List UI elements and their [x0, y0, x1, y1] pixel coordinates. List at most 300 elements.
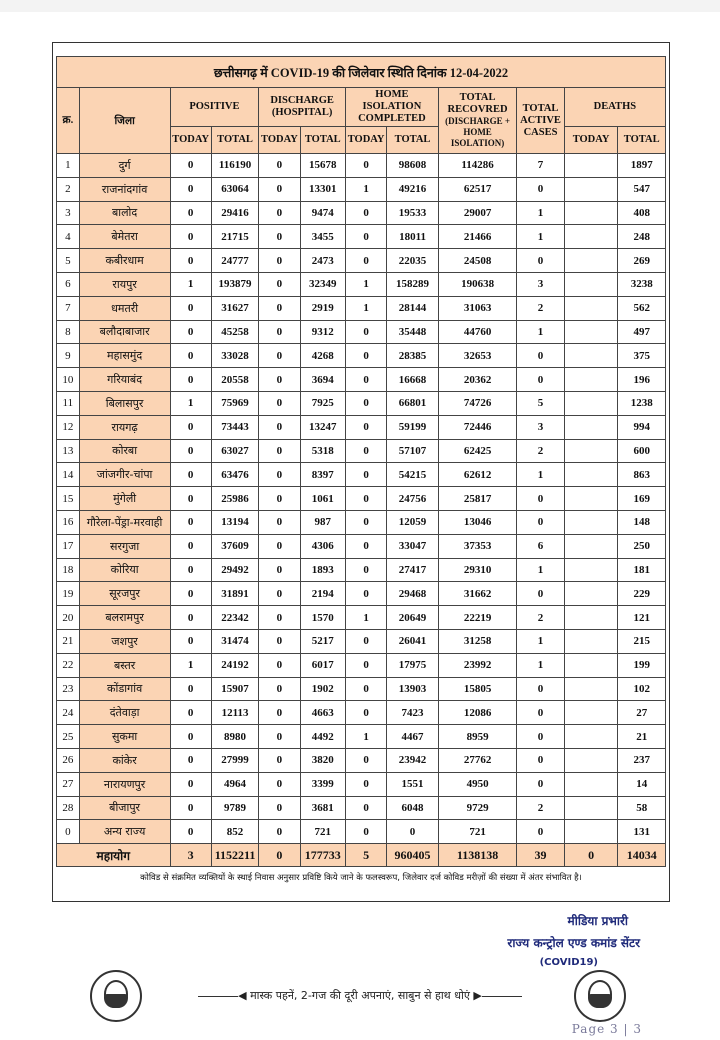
row-discharge-total: 8397: [300, 463, 345, 487]
table-row: [57, 463, 666, 487]
row-home-today: 1: [345, 606, 386, 630]
row-home-total: 16668: [387, 368, 439, 392]
row-deaths-today: [564, 582, 618, 606]
row-positive-total: 8980: [211, 725, 258, 749]
row-district: महासमुंद: [79, 344, 170, 368]
row-positive-today: 0: [170, 225, 211, 249]
row-home-total: 1551: [387, 772, 439, 796]
row-deaths-total: 121: [618, 606, 666, 630]
total-deaths-total: 14034: [618, 844, 666, 867]
row-recovered: 114286: [438, 154, 516, 178]
row-discharge-today: 0: [259, 415, 300, 439]
row-positive-total: 33028: [211, 344, 258, 368]
row-deaths-total: 408: [618, 201, 666, 225]
row-deaths-total: 27: [618, 701, 666, 725]
row-home-today: 0: [345, 487, 386, 511]
table-row: [57, 629, 666, 653]
row-active: 0: [517, 368, 564, 392]
row-district: कबीरधाम: [79, 249, 170, 273]
row-sn: 17: [57, 534, 80, 558]
row-deaths-total: 1897: [618, 154, 666, 178]
row-sn: 18: [57, 558, 80, 582]
table-row: [57, 391, 666, 415]
row-positive-total: 9789: [211, 796, 258, 820]
row-home-total: 158289: [387, 272, 439, 296]
row-positive-today: 0: [170, 344, 211, 368]
row-discharge-today: 0: [259, 368, 300, 392]
total-positive-today: 3: [170, 844, 211, 867]
row-home-today: 1: [345, 296, 386, 320]
row-sn: 13: [57, 439, 80, 463]
row-sn: 24: [57, 701, 80, 725]
table-row: [57, 154, 666, 178]
row-home-total: 13903: [387, 677, 439, 701]
row-positive-today: 0: [170, 154, 211, 178]
table-row: [57, 320, 666, 344]
row-recovered: 4950: [438, 772, 516, 796]
row-sn: 26: [57, 748, 80, 772]
row-deaths-today: [564, 201, 618, 225]
row-district: धमतरी: [79, 296, 170, 320]
row-home-today: 0: [345, 510, 386, 534]
row-positive-today: 0: [170, 439, 211, 463]
row-active: 0: [517, 677, 564, 701]
row-positive-total: 31474: [211, 629, 258, 653]
row-active: 3: [517, 272, 564, 296]
row-discharge-total: 4492: [300, 725, 345, 749]
row-home-total: 26041: [387, 629, 439, 653]
row-discharge-today: 0: [259, 391, 300, 415]
row-positive-total: 73443: [211, 415, 258, 439]
row-deaths-total: 994: [618, 415, 666, 439]
row-positive-today: 0: [170, 701, 211, 725]
slogan-text: मास्क पहनें, 2-गज की दूरी अपनाएं, साबुन से हाथ धोएं: [250, 989, 470, 1002]
row-home-total: 24756: [387, 487, 439, 511]
row-active: 2: [517, 296, 564, 320]
row-home-total: 4467: [387, 725, 439, 749]
masked-woman-icon: [90, 970, 142, 1022]
row-positive-total: 31891: [211, 582, 258, 606]
col-district-header: जिला: [79, 88, 170, 154]
row-recovered: 74726: [438, 391, 516, 415]
table-row: [57, 368, 666, 392]
row-district: अन्य राज्य: [79, 820, 170, 844]
total-active: 39: [517, 844, 564, 867]
row-home-today: 0: [345, 582, 386, 606]
row-discharge-today: 0: [259, 653, 300, 677]
row-discharge-today: 0: [259, 201, 300, 225]
row-positive-total: 37609: [211, 534, 258, 558]
row-district: कांकेर: [79, 748, 170, 772]
row-deaths-total: 600: [618, 439, 666, 463]
row-home-today: 0: [345, 391, 386, 415]
deaths-total-header: TOTAL: [618, 127, 666, 154]
row-positive-today: 1: [170, 391, 211, 415]
row-district: बलरामपुर: [79, 606, 170, 630]
row-discharge-total: 2919: [300, 296, 345, 320]
row-district: बालोद: [79, 201, 170, 225]
row-active: 0: [517, 344, 564, 368]
total-discharge-today: 0: [259, 844, 300, 867]
home-today-header: TODAY: [345, 127, 386, 154]
row-home-today: 0: [345, 534, 386, 558]
row-discharge-total: 2194: [300, 582, 345, 606]
positive-total-header: TOTAL: [211, 127, 258, 154]
row-positive-today: 0: [170, 558, 211, 582]
row-discharge-today: 0: [259, 820, 300, 844]
deaths-today-header: TODAY: [564, 127, 618, 154]
row-active: 1: [517, 201, 564, 225]
col-discharge-header: DISCHARGE (HOSPITAL): [259, 88, 346, 127]
row-positive-today: 0: [170, 368, 211, 392]
row-positive-total: 24777: [211, 249, 258, 273]
row-recovered: 27762: [438, 748, 516, 772]
row-recovered: 31662: [438, 582, 516, 606]
row-home-today: 0: [345, 677, 386, 701]
row-home-today: 0: [345, 772, 386, 796]
row-discharge-total: 3455: [300, 225, 345, 249]
row-positive-total: 13194: [211, 510, 258, 534]
row-home-today: 0: [345, 653, 386, 677]
row-positive-today: 0: [170, 534, 211, 558]
row-discharge-today: 0: [259, 487, 300, 511]
col-recovered-header: [438, 88, 516, 154]
row-discharge-total: 4306: [300, 534, 345, 558]
row-active: 2: [517, 606, 564, 630]
page-number: Page 3 | 3: [571, 1022, 642, 1036]
signature-office: राज्य कन्ट्रोल एण्ड कमांड सेंटर: [507, 936, 640, 950]
row-home-today: 0: [345, 249, 386, 273]
footnote: कोविड से संक्रमित व्यक्तियों के स्थाई निवास अनुसार प्रविष्टि किये जाने के फलस्वरूप, जिलेवार दर्ज कोविड मरीज़ों की संख्या में अंतर संभावित है।: [140, 872, 582, 883]
row-home-today: 0: [345, 629, 386, 653]
row-discharge-today: 0: [259, 249, 300, 273]
discharge-total-header: TOTAL: [300, 127, 345, 154]
table-row: [57, 249, 666, 273]
table-row: [57, 677, 666, 701]
row-deaths-total: 547: [618, 177, 666, 201]
row-discharge-total: 3820: [300, 748, 345, 772]
row-discharge-total: 4268: [300, 344, 345, 368]
grand-total-label: महायोग: [57, 844, 171, 867]
row-recovered: 29310: [438, 558, 516, 582]
row-positive-today: 0: [170, 606, 211, 630]
row-district: सरगुजा: [79, 534, 170, 558]
row-discharge-today: 0: [259, 796, 300, 820]
row-deaths-today: [564, 296, 618, 320]
row-positive-today: 0: [170, 487, 211, 511]
table-row: [57, 534, 666, 558]
row-discharge-total: 3694: [300, 368, 345, 392]
col-active-header: TOTAL ACTIVE CASES: [517, 88, 564, 154]
row-discharge-today: 0: [259, 725, 300, 749]
row-active: 0: [517, 725, 564, 749]
row-home-total: 54215: [387, 463, 439, 487]
row-deaths-today: [564, 772, 618, 796]
row-home-total: 19533: [387, 201, 439, 225]
row-sn: 21: [57, 629, 80, 653]
row-district: जशपुर: [79, 629, 170, 653]
row-positive-total: 31627: [211, 296, 258, 320]
row-active: 7: [517, 154, 564, 178]
top-bar: [0, 0, 720, 12]
row-home-total: 49216: [387, 177, 439, 201]
row-discharge-today: 0: [259, 510, 300, 534]
row-recovered: 190638: [438, 272, 516, 296]
row-deaths-total: 250: [618, 534, 666, 558]
row-home-total: 28144: [387, 296, 439, 320]
total-positive-total: 1152211: [211, 844, 258, 867]
row-positive-total: 29416: [211, 201, 258, 225]
row-district: गौरेला-पेंड्रा-मरवाही: [79, 510, 170, 534]
row-discharge-total: 2473: [300, 249, 345, 273]
row-positive-today: 0: [170, 677, 211, 701]
row-active: 3: [517, 415, 564, 439]
row-home-total: 6048: [387, 796, 439, 820]
row-home-total: 35448: [387, 320, 439, 344]
row-sn: 9: [57, 344, 80, 368]
positive-today-header: TODAY: [170, 127, 211, 154]
row-discharge-today: 0: [259, 534, 300, 558]
row-positive-total: 29492: [211, 558, 258, 582]
row-home-today: 0: [345, 463, 386, 487]
row-deaths-today: [564, 725, 618, 749]
row-recovered: 72446: [438, 415, 516, 439]
row-positive-total: 15907: [211, 677, 258, 701]
row-discharge-today: 0: [259, 677, 300, 701]
report-title: छत्तीसगढ़ में COVID-19 की जिलेवार स्थिति दिनांक 12-04-2022: [57, 57, 666, 88]
row-discharge-today: 0: [259, 344, 300, 368]
row-sn: 22: [57, 653, 80, 677]
row-recovered: 12086: [438, 701, 516, 725]
safety-slogan: ◀ मास्क पहनें, 2-गज की दूरी अपनाएं, साबुन से हाथ धोएं ▶: [146, 988, 574, 1003]
row-recovered: 23992: [438, 653, 516, 677]
row-recovered: 21466: [438, 225, 516, 249]
row-active: 0: [517, 582, 564, 606]
row-home-today: 0: [345, 701, 386, 725]
row-deaths-total: 199: [618, 653, 666, 677]
row-home-today: 0: [345, 820, 386, 844]
row-positive-today: 0: [170, 510, 211, 534]
row-deaths-today: [564, 558, 618, 582]
row-sn: 14: [57, 463, 80, 487]
row-deaths-today: [564, 629, 618, 653]
row-discharge-today: 0: [259, 272, 300, 296]
row-positive-total: 75969: [211, 391, 258, 415]
row-district: रायगढ़: [79, 415, 170, 439]
row-discharge-total: 987: [300, 510, 345, 534]
row-district: बीजापुर: [79, 796, 170, 820]
row-home-today: 0: [345, 201, 386, 225]
row-deaths-today: [564, 748, 618, 772]
row-discharge-today: 0: [259, 558, 300, 582]
row-sn: 7: [57, 296, 80, 320]
col-sn-header: क्र.: [57, 88, 80, 154]
row-deaths-today: [564, 606, 618, 630]
table-row: [57, 296, 666, 320]
row-deaths-total: 269: [618, 249, 666, 273]
row-home-today: 0: [345, 748, 386, 772]
total-home-total: 960405: [387, 844, 439, 867]
row-home-today: 0: [345, 439, 386, 463]
row-district: सूरजपुर: [79, 582, 170, 606]
row-discharge-today: 0: [259, 177, 300, 201]
row-discharge-today: 0: [259, 582, 300, 606]
row-deaths-total: 375: [618, 344, 666, 368]
row-home-total: 17975: [387, 653, 439, 677]
row-sn: 10: [57, 368, 80, 392]
total-home-today: 5: [345, 844, 386, 867]
row-discharge-total: 5217: [300, 629, 345, 653]
row-deaths-total: 148: [618, 510, 666, 534]
row-positive-today: 0: [170, 820, 211, 844]
row-deaths-total: 181: [618, 558, 666, 582]
table-row: [57, 701, 666, 725]
row-recovered: 31258: [438, 629, 516, 653]
row-discharge-total: 3399: [300, 772, 345, 796]
row-active: 2: [517, 796, 564, 820]
row-sn: 8: [57, 320, 80, 344]
row-sn: 23: [57, 677, 80, 701]
row-deaths-today: [564, 415, 618, 439]
row-positive-today: 0: [170, 772, 211, 796]
row-home-total: 59199: [387, 415, 439, 439]
row-deaths-today: [564, 820, 618, 844]
row-sn: 15: [57, 487, 80, 511]
row-home-total: 98608: [387, 154, 439, 178]
row-recovered: 44760: [438, 320, 516, 344]
table-row: [57, 272, 666, 296]
row-recovered: 29007: [438, 201, 516, 225]
row-discharge-today: 0: [259, 629, 300, 653]
row-recovered: 13046: [438, 510, 516, 534]
recovered-header-sub: (DISCHARGE + HOME ISOLATION): [445, 116, 510, 148]
row-deaths-today: [564, 439, 618, 463]
row-district: सुकमा: [79, 725, 170, 749]
row-deaths-today: [564, 510, 618, 534]
row-positive-total: 24192: [211, 653, 258, 677]
row-district: बिलासपुर: [79, 391, 170, 415]
row-discharge-today: 0: [259, 701, 300, 725]
table-row: [57, 653, 666, 677]
row-district: मुंगेली: [79, 487, 170, 511]
row-district: बस्तर: [79, 653, 170, 677]
row-positive-today: 0: [170, 201, 211, 225]
row-deaths-today: [564, 249, 618, 273]
table-row: [57, 177, 666, 201]
row-recovered: 24508: [438, 249, 516, 273]
table-row: [57, 510, 666, 534]
row-positive-total: 25986: [211, 487, 258, 511]
table-row: [57, 582, 666, 606]
row-home-today: 0: [345, 368, 386, 392]
row-district: नारायणपुर: [79, 772, 170, 796]
row-deaths-today: [564, 391, 618, 415]
row-positive-today: 0: [170, 177, 211, 201]
row-recovered: 32653: [438, 344, 516, 368]
row-discharge-today: 0: [259, 154, 300, 178]
row-home-today: 0: [345, 225, 386, 249]
row-deaths-today: [564, 463, 618, 487]
row-district: दुर्ग: [79, 154, 170, 178]
row-sn: 28: [57, 796, 80, 820]
row-active: 6: [517, 534, 564, 558]
row-deaths-today: [564, 653, 618, 677]
row-active: 1: [517, 225, 564, 249]
row-discharge-total: 9474: [300, 201, 345, 225]
row-deaths-today: [564, 177, 618, 201]
row-positive-today: 0: [170, 415, 211, 439]
table-row: [57, 748, 666, 772]
row-deaths-total: 215: [618, 629, 666, 653]
row-deaths-total: 1238: [618, 391, 666, 415]
row-active: 1: [517, 320, 564, 344]
row-deaths-today: [564, 796, 618, 820]
row-home-total: 22035: [387, 249, 439, 273]
row-deaths-total: 237: [618, 748, 666, 772]
table-row: [57, 439, 666, 463]
row-sn: 16: [57, 510, 80, 534]
row-positive-today: 0: [170, 796, 211, 820]
row-district: कोंडागांव: [79, 677, 170, 701]
col-deaths-header: DEATHS: [564, 88, 665, 127]
row-active: 1: [517, 629, 564, 653]
row-discharge-today: 0: [259, 296, 300, 320]
row-discharge-today: 0: [259, 772, 300, 796]
row-sn: 19: [57, 582, 80, 606]
row-deaths-today: [564, 344, 618, 368]
table-row: [57, 344, 666, 368]
row-deaths-total: 863: [618, 463, 666, 487]
row-deaths-today: [564, 677, 618, 701]
row-deaths-total: 248: [618, 225, 666, 249]
row-positive-total: 21715: [211, 225, 258, 249]
row-sn: 6: [57, 272, 80, 296]
total-deaths-today: 0: [564, 844, 618, 867]
table-row: [57, 772, 666, 796]
row-discharge-total: 4663: [300, 701, 345, 725]
table-row: [57, 487, 666, 511]
row-discharge-total: 1570: [300, 606, 345, 630]
row-home-total: 12059: [387, 510, 439, 534]
row-discharge-today: 0: [259, 748, 300, 772]
row-home-total: 33047: [387, 534, 439, 558]
row-active: 0: [517, 748, 564, 772]
row-deaths-total: 497: [618, 320, 666, 344]
row-discharge-total: 1061: [300, 487, 345, 511]
row-home-total: 7423: [387, 701, 439, 725]
row-deaths-today: [564, 320, 618, 344]
row-active: 0: [517, 701, 564, 725]
row-deaths-total: 229: [618, 582, 666, 606]
row-active: 0: [517, 772, 564, 796]
row-positive-today: 0: [170, 629, 211, 653]
row-positive-total: 45258: [211, 320, 258, 344]
row-positive-total: 63476: [211, 463, 258, 487]
row-home-today: 0: [345, 320, 386, 344]
row-home-total: 18011: [387, 225, 439, 249]
row-positive-total: 852: [211, 820, 258, 844]
row-positive-total: 12113: [211, 701, 258, 725]
row-home-total: 28385: [387, 344, 439, 368]
row-recovered: 20362: [438, 368, 516, 392]
table-row: [57, 606, 666, 630]
row-deaths-today: [564, 701, 618, 725]
row-deaths-total: 14: [618, 772, 666, 796]
row-sn: 12: [57, 415, 80, 439]
signature-covid: (COVID19): [539, 957, 598, 968]
col-home-isolation-header: HOME ISOLATION COMPLETED: [345, 88, 438, 127]
row-positive-today: 0: [170, 582, 211, 606]
